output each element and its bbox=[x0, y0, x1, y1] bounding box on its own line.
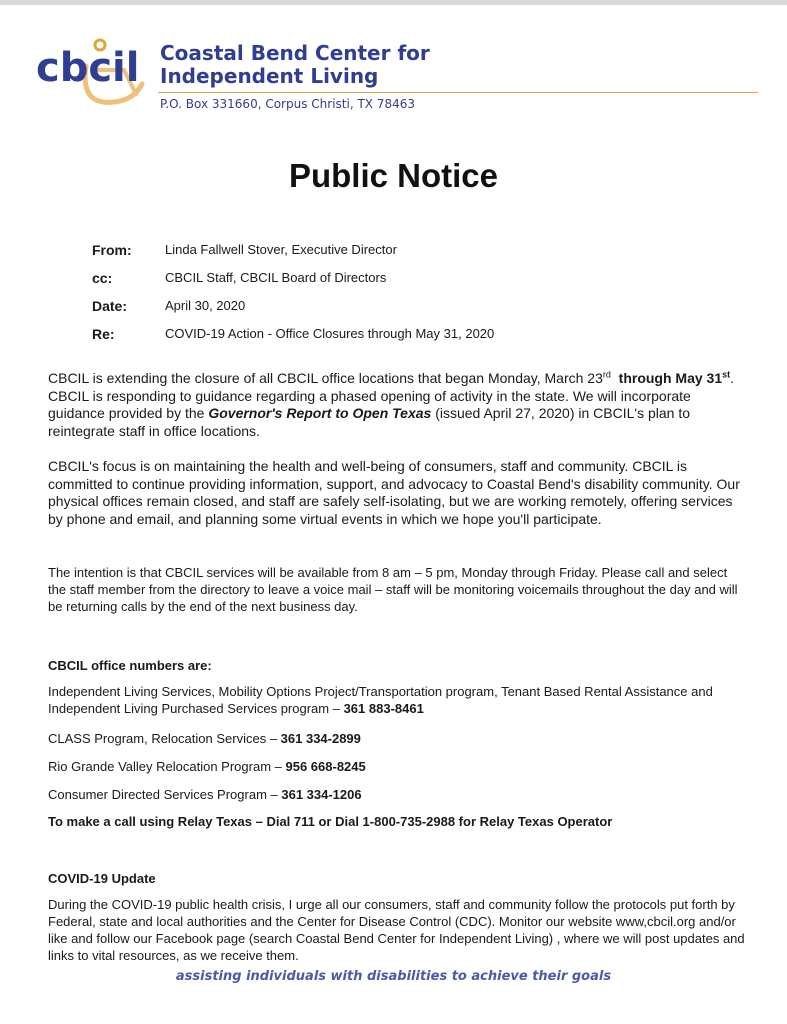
paragraph-closure: CBCIL is extending the closure of all CBCIL office locations that began Monday, March 23rd through May 31st. CBCIL is responding to guidance regarding a phased opening of activity in the state. We will incorporate guidance provided by the Governor's Report to Open Texas (issued April 27, 2020) in CBCIL's plan to reintegrate staff in office locations. bbox=[48, 369, 735, 439]
footer-tagline: assisting individuals with disabilities to achieve their goals bbox=[175, 969, 612, 984]
scan-edge bbox=[0, 0, 787, 5]
memo-re-label: Re: bbox=[92, 326, 115, 342]
report-title: Governor's Report to Open Texas bbox=[208, 405, 432, 421]
memo-from-label: From: bbox=[92, 242, 132, 258]
header-rule bbox=[158, 92, 758, 93]
memo-date-label: Date: bbox=[92, 298, 128, 314]
memo-from-value: Linda Fallwell Stover, Executive Director bbox=[165, 242, 397, 257]
office-line: Consumer Directed Services Program – 361 334-1206 bbox=[48, 787, 362, 802]
office-line: CLASS Program, Relocation Services – 361 334-2899 bbox=[48, 731, 361, 746]
memo-date-value: April 30, 2020 bbox=[165, 298, 246, 313]
relay-texas-line: To make a call using Relay Texas – Dial 711 or Dial 1-800-735-2988 for Relay Texas Operator bbox=[48, 814, 613, 829]
paragraph-hours: The intention is that CBCIL services will be available from 8 am – 5 pm, Monday through Friday. Please call and select the staff member from the directory to leave a voice mail – staff will be monitoring voicemails throughout the day and will be returning calls by the end of the next business day. bbox=[48, 565, 738, 614]
office-line: Independent Living Services, Mobility Options Project/Transportation program, Tenant Based Rental Assistance and Independent Living Purchased Services program – 361 883-8461 bbox=[48, 684, 713, 716]
covid-heading: COVID-19 Update bbox=[48, 871, 156, 886]
memo-re-value: COVID-19 Action - Office Closures through May 31, 2020 bbox=[165, 326, 495, 341]
covid-paragraph: During the COVID-19 public health crisis, I urge all our consumers, staff and community follow the protocols put forth by Federal, state and local authorities and the Center for Disease Control (CDC). Monitor our website www,cbcil.org and/or like and follow our Facebook page (search Coastal Bend Center for Independent Living) , where we will post updates and links to vital resources, as we receive them. bbox=[48, 897, 745, 963]
page-title: Public Notice bbox=[288, 157, 499, 194]
org-address: P.O. Box 331660, Corpus Christi, TX 78463 bbox=[160, 97, 415, 111]
memo-cc-label: cc: bbox=[92, 270, 113, 286]
logo-text: cbcil bbox=[36, 45, 140, 91]
org-name: Coastal Bend Center for Independent Living bbox=[160, 41, 430, 88]
paragraph-focus: CBCIL's focus is on maintaining the health and well-being of consumers, staff and community. CBCIL is committed to continue providing information, support, and advocacy to Coastal Bend's disability community. Our physical offices remain closed, and staff are safely self-isolating, but we are working remotely, offering services by phone and email, and planning some virtual events in which we hope you'll participate. bbox=[48, 458, 740, 527]
offices-heading: CBCIL office numbers are: bbox=[48, 658, 212, 673]
cbcil-logo bbox=[36, 36, 154, 108]
office-line: Rio Grande Valley Relocation Program – 956 668-8245 bbox=[48, 759, 366, 774]
memo-cc-value: CBCIL Staff, CBCIL Board of Directors bbox=[165, 270, 387, 285]
